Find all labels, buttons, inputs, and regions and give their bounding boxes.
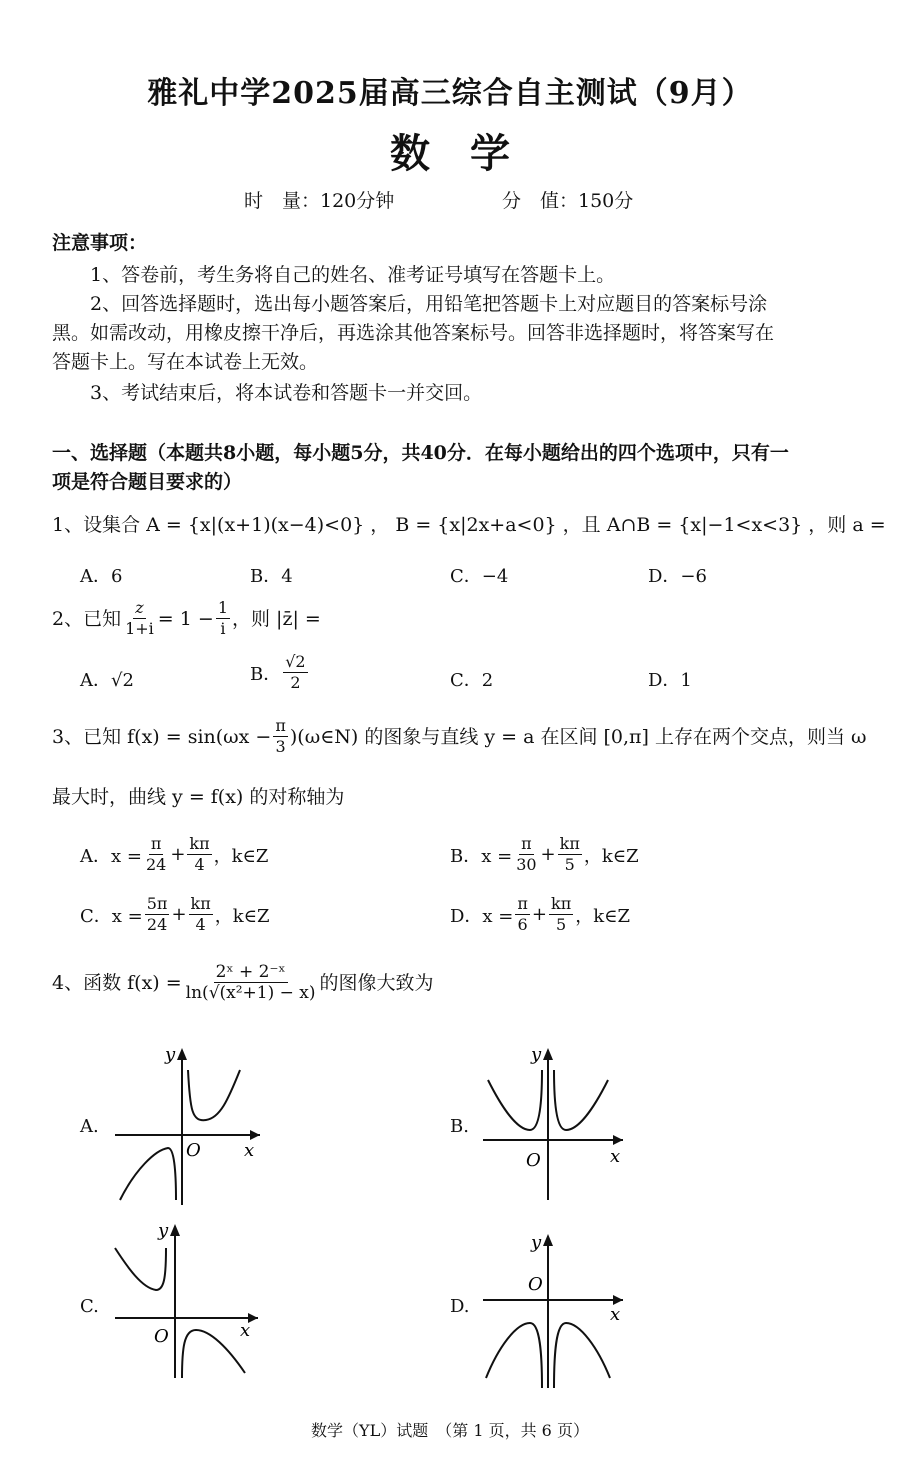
q3-a-n1: π bbox=[150, 834, 162, 853]
q4-den: ln(√(x²+1) − x) bbox=[185, 983, 316, 1003]
q2-frac-den: 1+i bbox=[125, 619, 154, 638]
q2-fraction-1 bbox=[123, 598, 156, 639]
q3-d-frac1 bbox=[515, 894, 530, 935]
q3-stem-line2: 最大时，曲线 y = f(x) 的对称轴为 bbox=[52, 786, 345, 808]
note-2a: 2、回答选择题时，选出每小题答案后，用铅笔把答题卡上对应题目的答案标号涂 bbox=[90, 293, 768, 315]
q3-option-d: D．x = $\frac{\pi}{6}$ + $\frac{k\pi}{5}$ ，k∈Z bbox=[450, 894, 630, 934]
graph-c-x-label: x bbox=[240, 1320, 251, 1341]
q2-prefix: 2、已知 bbox=[52, 607, 122, 630]
q3-pi-den: 3 bbox=[275, 737, 286, 756]
q3-pi-num: π bbox=[275, 716, 286, 735]
q1-option-b: B．4 bbox=[250, 566, 293, 587]
q3-d-d1: 6 bbox=[517, 915, 528, 934]
q3-a-frac1 bbox=[144, 834, 168, 875]
graph-a-y-label: y bbox=[165, 1044, 176, 1065]
graph-d-origin: O bbox=[528, 1274, 543, 1295]
q2-b-num: √2 bbox=[285, 652, 306, 671]
q4-option-a-label: A. bbox=[80, 1116, 99, 1137]
q4-option-d-label: D. bbox=[450, 1296, 470, 1317]
q2-fraction-2 bbox=[216, 598, 230, 639]
q2-option-c: C．2 bbox=[450, 670, 494, 691]
q4-graph-d bbox=[478, 1228, 638, 1398]
q2-option-b-frac bbox=[283, 652, 307, 693]
q3-stem-line1 bbox=[52, 716, 867, 757]
page-footer: 数学（YL）试题 （第 1 页，共 6 页） bbox=[311, 1421, 589, 1440]
q4-stem bbox=[52, 962, 434, 1003]
note-2b: 黑。如需改动，用橡皮擦干净后，再选涂其他答案标号。回答非选择题时，将答案写在 bbox=[52, 322, 775, 344]
q3-b-d2: 5 bbox=[564, 855, 575, 874]
q3-c-frac1 bbox=[145, 894, 170, 935]
q3-b-frac2 bbox=[558, 834, 582, 875]
q3-d-d2: 5 bbox=[556, 915, 567, 934]
q2-b-den: 2 bbox=[290, 673, 301, 692]
q3-b-n2: kπ bbox=[559, 834, 580, 853]
q1-option-d: D．−6 bbox=[648, 566, 707, 587]
graph-d-y-label: y bbox=[531, 1232, 542, 1253]
q3-c-d2: 4 bbox=[195, 915, 206, 934]
q1-stem: 1、设集合 A = {x|(x+1)(x−4)<0} ， B = {x|2x+a<0} ，且 A∩B = {x|−1<x<3} ，则 a = bbox=[52, 514, 886, 536]
q3-c-frac2 bbox=[189, 894, 213, 935]
graph-d-x-label: x bbox=[610, 1304, 621, 1325]
q2-mid: = 1 − bbox=[157, 607, 214, 630]
q3-d-n1: π bbox=[517, 894, 528, 913]
q4-num: 2ˣ + 2⁻ˣ bbox=[215, 962, 286, 982]
q3-a-d1: 24 bbox=[145, 855, 167, 874]
q2-option-b-label: B． bbox=[250, 663, 282, 685]
q3-line1b: )(ω∈N) 的图象与直线 y = a 在区间 [0,π] 上存在两个交点，则当 ω bbox=[289, 725, 867, 748]
section-heading-b: 项是符合题目要求的） bbox=[52, 471, 243, 493]
q3-a-n2: kπ bbox=[189, 834, 210, 853]
q3-option-a: A．x = $\frac{\pi}{24}$ + $\frac{k\pi}{4}$ ，k∈Z bbox=[80, 834, 269, 874]
graph-b-x-label: x bbox=[610, 1146, 621, 1167]
q4-suffix: 的图像大致为 bbox=[319, 971, 434, 994]
q4-fraction bbox=[184, 962, 318, 1003]
graph-a-origin: O bbox=[186, 1140, 201, 1161]
q2-stem bbox=[52, 598, 321, 639]
q3-c-n1: 5π bbox=[146, 894, 168, 913]
q3-a-frac2 bbox=[187, 834, 211, 875]
graph-c-y-label: y bbox=[158, 1220, 169, 1241]
q3-d-tail: ，k∈Z bbox=[575, 905, 630, 927]
q2-option-a: A．√2 bbox=[80, 670, 134, 691]
q2-suffix: ，则 |z̄| = bbox=[232, 607, 321, 630]
q3-b-frac1 bbox=[514, 834, 538, 875]
q4-graph-c bbox=[110, 1218, 270, 1388]
q4-prefix: 4、函数 f(x) = bbox=[52, 971, 182, 994]
q4-graph-b bbox=[478, 1040, 638, 1210]
note-2c: 答题卡上。写在本试卷上无效。 bbox=[52, 351, 319, 373]
exam-score: 分 值：150分 bbox=[502, 190, 634, 212]
q3-c-label: C．x = bbox=[80, 905, 143, 927]
q3-c-n2: kπ bbox=[190, 894, 211, 913]
q4-option-b-label: B. bbox=[450, 1116, 469, 1137]
graph-a-x-label: x bbox=[244, 1140, 255, 1161]
q3-option-b: B．x = $\frac{\pi}{30}$ + $\frac{k\pi}{5}$ ，k∈Z bbox=[450, 834, 639, 874]
q3-b-label: B．x = bbox=[450, 845, 513, 867]
q4-graph-a bbox=[110, 1040, 270, 1210]
graph-c-origin: O bbox=[154, 1326, 169, 1347]
section-heading-a: 一、选择题（本题共8小题，每小题5分，共40分．在每小题给出的四个选项中，只有一 bbox=[52, 442, 789, 464]
q2-frac-num: z bbox=[135, 598, 144, 617]
exam-title: 雅礼中学2025届高三综合自主测试（9月） bbox=[147, 76, 753, 111]
q3-b-n1: π bbox=[521, 834, 532, 853]
q1-option-c: C．−4 bbox=[450, 566, 509, 587]
q2-frac2-den: i bbox=[220, 619, 226, 638]
q3-a-tail: ，k∈Z bbox=[213, 845, 269, 867]
q2-frac2-num: 1 bbox=[217, 598, 228, 617]
note-3: 3、考试结束后，将本试卷和答题卡一并交回。 bbox=[90, 382, 483, 404]
q3-d-label: D．x = bbox=[450, 905, 514, 927]
q3-c-d1: 24 bbox=[146, 915, 168, 934]
q3-d-n2: kπ bbox=[551, 894, 572, 913]
graph-b-origin: O bbox=[526, 1150, 541, 1171]
q1-option-a: A．6 bbox=[80, 566, 123, 587]
q3-b-tail: ，k∈Z bbox=[583, 845, 639, 867]
q3-d-frac2 bbox=[549, 894, 573, 935]
q2-option-d: D．1 bbox=[648, 670, 692, 691]
exam-subject: 数学 bbox=[390, 130, 550, 177]
graph-b-y-label: y bbox=[531, 1044, 542, 1065]
q2-option-b bbox=[250, 652, 310, 693]
q3-a-label: A．x = bbox=[80, 845, 142, 867]
q3-a-d2: 4 bbox=[194, 855, 205, 874]
note-1: 1、答卷前，考生务将自己的姓名、准考证号填写在答题卡上。 bbox=[90, 264, 616, 286]
q3-option-c: C．x = $\frac{5\pi}{24}$ + $\frac{k\pi}{4}$ ，k∈Z bbox=[80, 894, 270, 934]
q3-b-d1: 30 bbox=[516, 855, 537, 874]
exam-time: 时 量：120分钟 bbox=[244, 190, 395, 212]
q3-c-tail: ，k∈Z bbox=[214, 905, 270, 927]
q3-line1a: 3、已知 f(x) = sin(ωx − bbox=[52, 725, 272, 748]
q3-pi-frac bbox=[273, 716, 288, 757]
q4-option-c-label: C. bbox=[80, 1296, 99, 1317]
notes-heading: 注意事项： bbox=[52, 232, 148, 254]
